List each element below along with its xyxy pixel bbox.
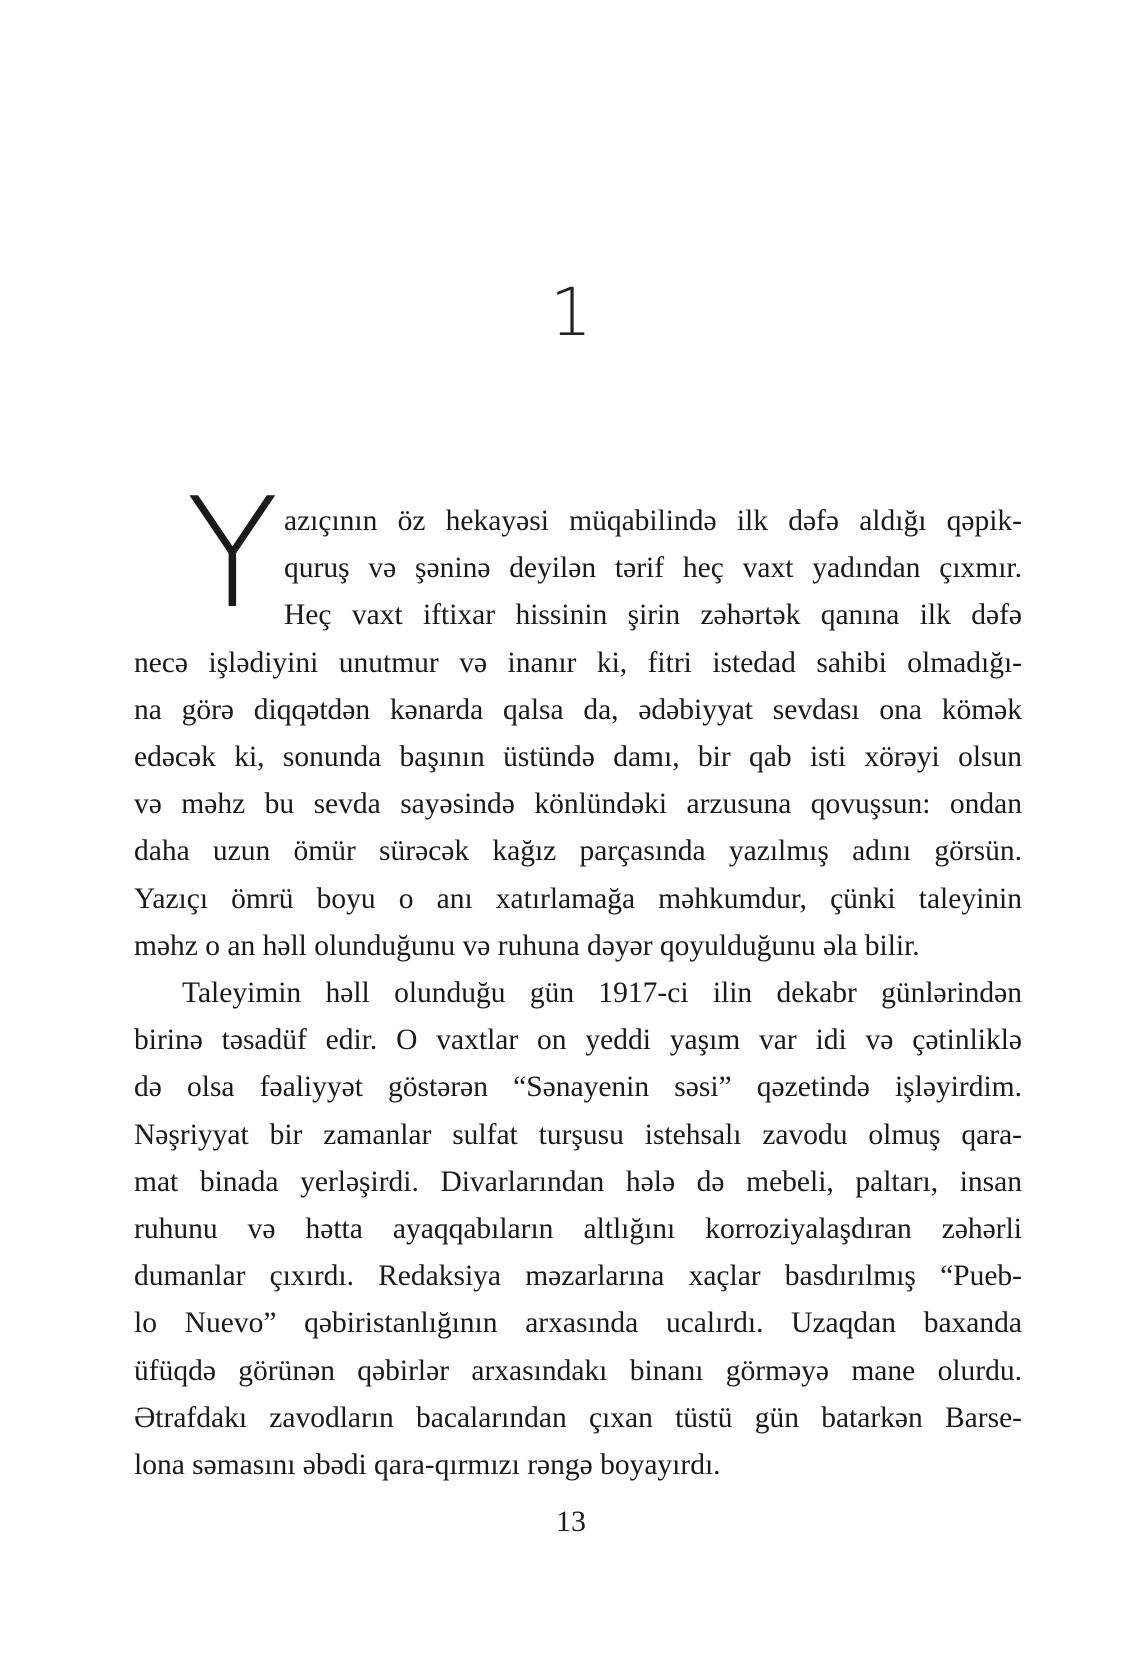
text-line: Taleyimin həll olunduğu gün 1917-ci ilin dekabr günlərindən — [182, 977, 1022, 1010]
text-line: azıçının öz hekayəsi müqabilində ilk dəfə aldığı qəpik- — [284, 505, 1022, 537]
text-line: mat binada yerləşirdi. Divarlarından hələ də mebeli, paltarı, insan — [134, 1165, 1022, 1198]
text-line: lo Nuevo” qəbiristanlığının arxasında ucalırdı. Uzaqdan baxanda — [134, 1307, 1022, 1340]
text-line: Nəşriyyat bir zamanlar sulfat turşusu istehsalı zavodu olmuş qara- — [134, 1118, 1022, 1151]
drop-cap: Y — [186, 465, 279, 642]
paragraph — [134, 970, 1022, 1489]
text-line: necə işlədiyini unutmur və inanır ki, fitri istedad sahibi olmadığı- — [134, 646, 1022, 679]
text-line: quruş və şəninə deyilən tərif heç vaxt yadından çıxmır. — [284, 552, 1022, 585]
body-text — [134, 498, 1022, 1489]
text-line: Ətrafdakı zavodların bacalarından çıxan tüstü gün batarkən Barse- — [134, 1401, 1022, 1434]
text-line: lona səmasını əbədi qara-qırmızı rəngə boyayırdı. — [134, 1449, 721, 1482]
text-line: edəcək ki, sonunda başının üstündə damı, bir qab isti xörəyi olsun — [134, 741, 1022, 774]
text-line: Heç vaxt iftixar hissinin şirin zəhərtək qanına ilk dəfə — [284, 599, 1022, 632]
chapter-number: 1 — [550, 274, 592, 351]
text-line: na görə diqqətdən kənarda qalsa da, ədəbiyyat sevdası ona kömək — [134, 693, 1022, 726]
paragraph — [134, 498, 1022, 970]
text-line: daha uzun ömür sürəcək kağız parçasında yazılmış adını görsün. — [134, 835, 1022, 868]
text-line: məhz o an həll olunduğunu və ruhuna dəyər qoyulduğunu əla bilir. — [134, 929, 920, 962]
text-line: və məhz bu sevda sayəsində könlündəki arzusuna qovuşsun: ondan — [134, 788, 1022, 821]
page-number: 13 — [556, 1505, 586, 1538]
text-line: üfüqdə görünən qəbirlər arxasındakı binanı görməyə mane olurdu. — [134, 1354, 1022, 1387]
text-line: ruhunu və hətta ayaqqabıların altlığını korroziyalaşdıran zəhərli — [134, 1213, 1022, 1246]
text-line: də olsa fəaliyyət göstərən “Sənayenin səsi” qəzetində işləyirdim. — [134, 1071, 1022, 1104]
text-line: Yazıçı ömrü boyu o anı xatırlamağa məhkumdur, çünki taleyinin — [134, 882, 1022, 915]
text-line: dumanlar çıxırdı. Redaksiya məzarlarına xaçlar basdırılmış “Pueb- — [134, 1260, 1022, 1293]
text-line: birinə təsadüf edir. O vaxtlar on yeddi yaşım var idi və çətinliklə — [134, 1024, 1022, 1057]
